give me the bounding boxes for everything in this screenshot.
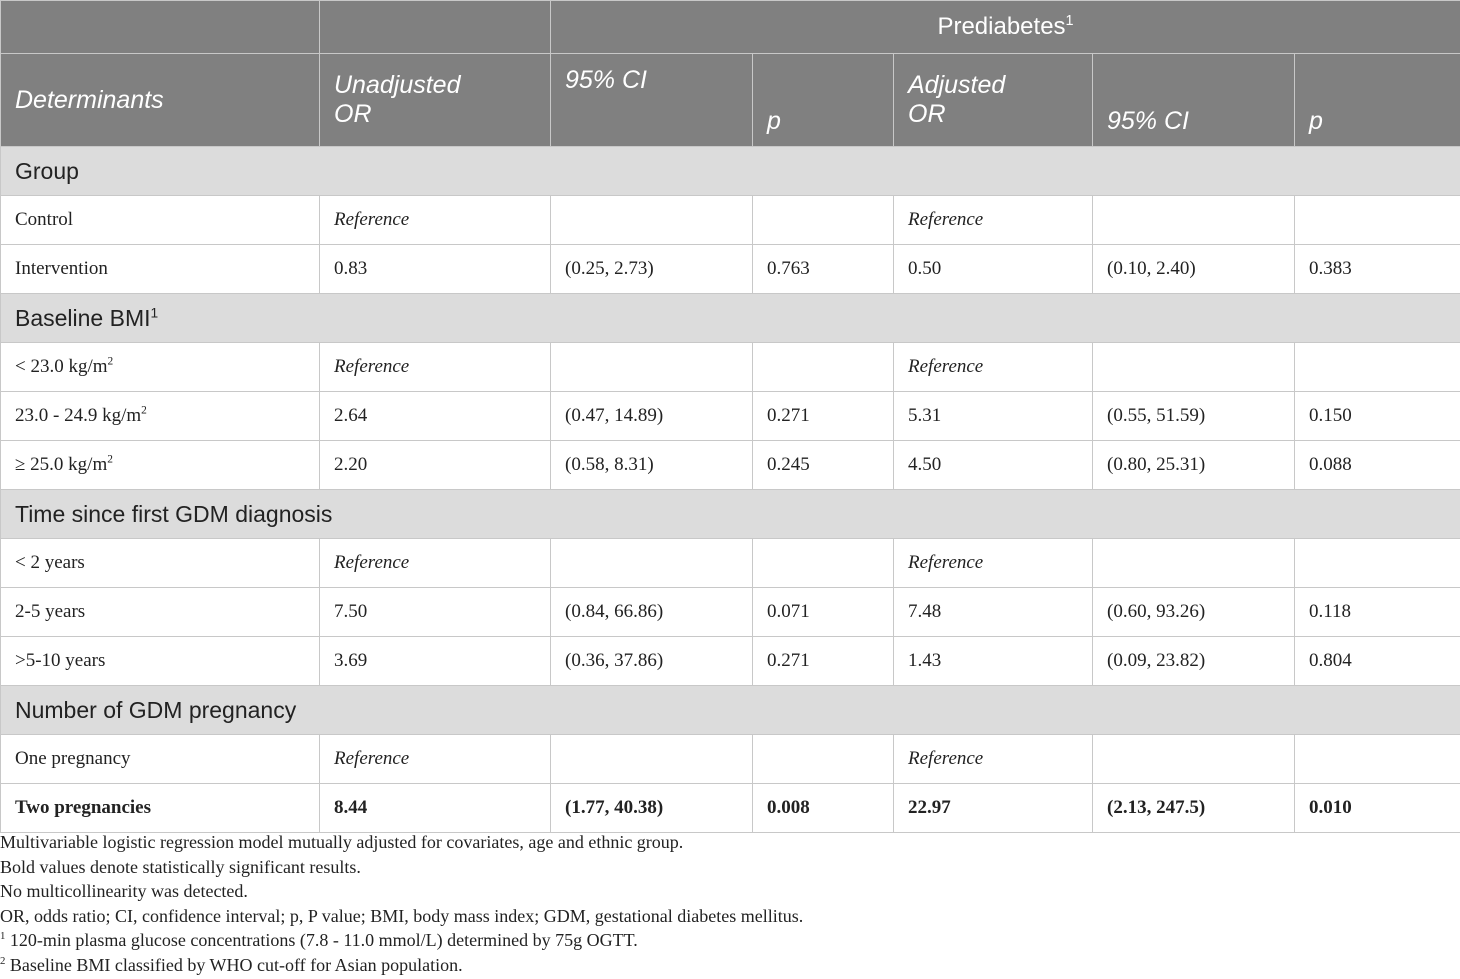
table-row bbox=[1, 637, 1460, 686]
ci-adjusted-value: (0.55, 51.59) bbox=[1093, 392, 1295, 441]
row-label: >5-10 years bbox=[1, 637, 320, 686]
p-adjusted-value: 0.088 bbox=[1295, 441, 1460, 490]
adjusted-or-value: Reference bbox=[894, 343, 1093, 392]
adjusted-or-value: 22.97 bbox=[894, 784, 1093, 833]
ci-adjusted-value: (0.60, 93.26) bbox=[1093, 588, 1295, 637]
column-header-ci-adjusted: 95% CI bbox=[1093, 54, 1295, 147]
unadjusted-or-value: Reference bbox=[320, 539, 551, 588]
ci-adjusted-value: (2.13, 247.5) bbox=[1093, 784, 1295, 833]
adjusted-or-value: 0.50 bbox=[894, 245, 1093, 294]
unadjusted-or-value: 2.20 bbox=[320, 441, 551, 490]
unadjusted-or-value: 0.83 bbox=[320, 245, 551, 294]
unadjusted-or-value: 7.50 bbox=[320, 588, 551, 637]
column-header-adjusted-or: Adjusted OR bbox=[894, 54, 1093, 147]
section-title: Time since first GDM diagnosis bbox=[1, 490, 1460, 539]
p-unadjusted-value: 0.071 bbox=[753, 588, 894, 637]
ci-unadjusted-value bbox=[551, 196, 753, 245]
table-body bbox=[1, 147, 1460, 833]
p-adjusted-value: 0.383 bbox=[1295, 245, 1460, 294]
unadjusted-or-value: 2.64 bbox=[320, 392, 551, 441]
table-row bbox=[1, 588, 1460, 637]
footnote-line: Multivariable logistic regression model mutually adjusted for covariates, age and ethnic group. bbox=[0, 832, 684, 852]
ci-adjusted-value: (0.10, 2.40) bbox=[1093, 245, 1295, 294]
footnote-line: $^1$ 120-min plasma glucose concentrations (7.8 - 11.0 mmol/L) determined by 75g OGTT. bbox=[0, 930, 638, 950]
row-label: Intervention bbox=[1, 245, 320, 294]
unadjusted-or-value: 8.44 bbox=[320, 784, 551, 833]
section-row bbox=[1, 294, 1460, 343]
ci-adjusted-value bbox=[1093, 735, 1295, 784]
column-header-determinants: Determinants bbox=[1, 54, 320, 147]
section-title: Baseline BMI$^1$ bbox=[1, 294, 1460, 343]
table-row bbox=[1, 196, 1460, 245]
ci-unadjusted-value: (0.84, 66.86) bbox=[551, 588, 753, 637]
footnote-line: No multicollinearity was detected. bbox=[0, 881, 248, 901]
section-title: Number of GDM pregnancy bbox=[1, 686, 1460, 735]
p-unadjusted-value bbox=[753, 343, 894, 392]
row-label: Two pregnancies bbox=[1, 784, 320, 833]
section-row bbox=[1, 490, 1460, 539]
p-unadjusted-value: 0.271 bbox=[753, 392, 894, 441]
ci-unadjusted-value bbox=[551, 539, 753, 588]
adjusted-or-value: Reference bbox=[894, 735, 1093, 784]
section-row bbox=[1, 686, 1460, 735]
header-empty-cell bbox=[1, 1, 320, 54]
ci-unadjusted-value: (0.58, 8.31) bbox=[551, 441, 753, 490]
p-adjusted-value bbox=[1295, 196, 1460, 245]
row-label: Control bbox=[1, 196, 320, 245]
table-row bbox=[1, 735, 1460, 784]
p-adjusted-value bbox=[1295, 539, 1460, 588]
p-unadjusted-value bbox=[753, 735, 894, 784]
column-header-p-unadjusted: p bbox=[753, 54, 894, 147]
table-footnotes bbox=[0, 830, 1460, 977]
row-label: 23.0 - 24.9 $kg/m^2$ bbox=[1, 392, 320, 441]
p-unadjusted-value bbox=[753, 196, 894, 245]
p-adjusted-value bbox=[1295, 735, 1460, 784]
column-header-unadjusted-or: Unadjusted OR bbox=[320, 54, 551, 147]
p-unadjusted-value bbox=[753, 539, 894, 588]
ci-adjusted-value bbox=[1093, 539, 1295, 588]
table-row bbox=[1, 784, 1460, 833]
ci-unadjusted-value: (0.47, 14.89) bbox=[551, 392, 753, 441]
adjusted-or-value: 4.50 bbox=[894, 441, 1093, 490]
p-unadjusted-value: 0.008 bbox=[753, 784, 894, 833]
row-label: 2-5 years bbox=[1, 588, 320, 637]
adjusted-or-value: 5.31 bbox=[894, 392, 1093, 441]
ci-adjusted-value bbox=[1093, 196, 1295, 245]
adjusted-or-value: 1.43 bbox=[894, 637, 1093, 686]
header-span-title: Prediabetes$^1$ bbox=[551, 1, 1460, 54]
p-adjusted-value: 0.118 bbox=[1295, 588, 1460, 637]
table-row bbox=[1, 539, 1460, 588]
row-label: < 2 years bbox=[1, 539, 320, 588]
section-title: Group bbox=[1, 147, 1460, 196]
unadjusted-or-value: Reference bbox=[320, 196, 551, 245]
footnote-line: OR, odds ratio; CI, confidence interval; p, P value; BMI, body mass index; GDM, gestational diabetes mellitus. bbox=[0, 905, 804, 926]
header-row-columns bbox=[1, 54, 1460, 147]
unadjusted-or-value: Reference bbox=[320, 735, 551, 784]
column-header-ci-unadjusted: 95% CI bbox=[551, 54, 753, 147]
ci-adjusted-value: (0.09, 23.82) bbox=[1093, 637, 1295, 686]
row-label: One pregnancy bbox=[1, 735, 320, 784]
unadjusted-or-value: 3.69 bbox=[320, 637, 551, 686]
footnote-line: Bold values denote statistically significant results. bbox=[0, 856, 361, 877]
adjusted-or-value: Reference bbox=[894, 539, 1093, 588]
ci-unadjusted-value: (0.25, 2.73) bbox=[551, 245, 753, 294]
ci-adjusted-value bbox=[1093, 343, 1295, 392]
table-row bbox=[1, 441, 1460, 490]
p-unadjusted-value: 0.271 bbox=[753, 637, 894, 686]
table-row bbox=[1, 343, 1460, 392]
adjusted-or-value: 7.48 bbox=[894, 588, 1093, 637]
row-label: ≥ 25.0 $kg/m^2$ bbox=[1, 441, 320, 490]
ci-adjusted-value: (0.80, 25.31) bbox=[1093, 441, 1295, 490]
ci-unadjusted-value: (1.77, 40.38) bbox=[551, 784, 753, 833]
p-adjusted-value: 0.150 bbox=[1295, 392, 1460, 441]
ci-unadjusted-value: (0.36, 37.86) bbox=[551, 637, 753, 686]
section-row bbox=[1, 147, 1460, 196]
header-row-top bbox=[1, 1, 1460, 54]
ci-unadjusted-value bbox=[551, 735, 753, 784]
footnote-line: $^2$ Baseline BMI classified by WHO cut-off for Asian population. bbox=[0, 954, 463, 975]
p-unadjusted-value: 0.763 bbox=[753, 245, 894, 294]
p-adjusted-value bbox=[1295, 343, 1460, 392]
table-row bbox=[1, 245, 1460, 294]
adjusted-or-value: Reference bbox=[894, 196, 1093, 245]
p-adjusted-value: 0.010 bbox=[1295, 784, 1460, 833]
row-label: < 23.0 $kg/m^2$ bbox=[1, 343, 320, 392]
table-row bbox=[1, 392, 1460, 441]
p-adjusted-value: 0.804 bbox=[1295, 637, 1460, 686]
header-empty-cell bbox=[320, 1, 551, 54]
unadjusted-or-value: Reference bbox=[320, 343, 551, 392]
column-header-p-adjusted: p bbox=[1295, 54, 1460, 147]
ci-unadjusted-value bbox=[551, 343, 753, 392]
p-unadjusted-value: 0.245 bbox=[753, 441, 894, 490]
